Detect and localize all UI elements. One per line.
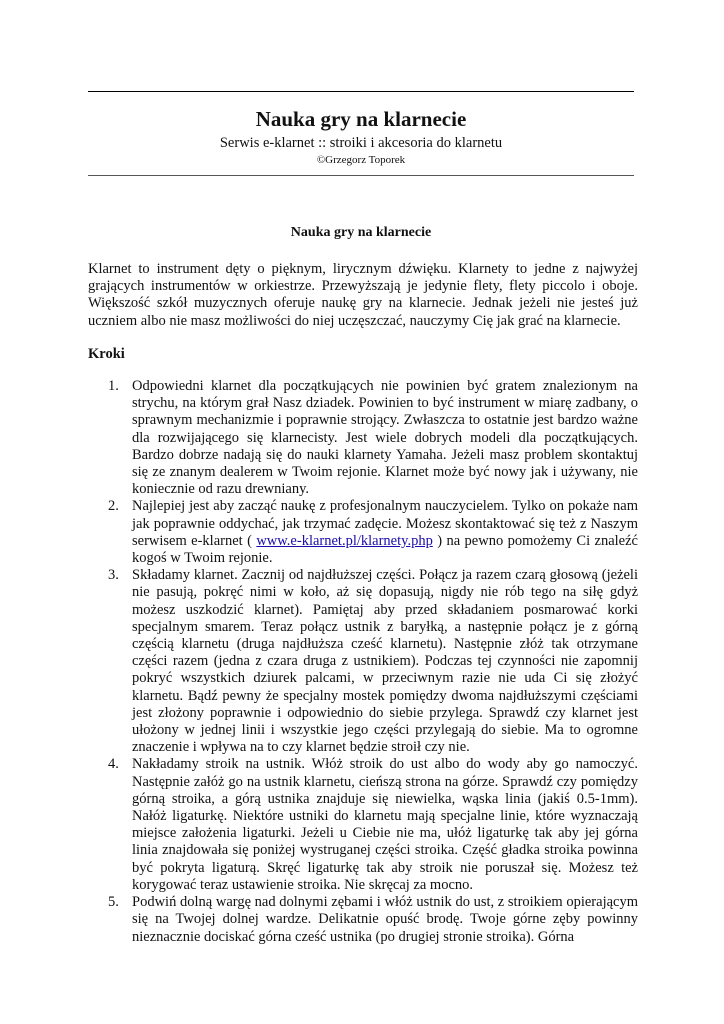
step-text: Podwiń dolną wargę nad dolnymi zębami i włóż ustnik do ust, z stroikiem opierającym się na Twojej dolnej wardze. Delikatnie opuść brodę. Twoje górne zęby powinny nieznacznie dociskać górna cześć ustnika (po drugiej stronie stroika). Górna (132, 894, 638, 945)
step-number: 4. (108, 756, 119, 773)
step-item (108, 756, 638, 894)
intro-paragraph: Klarnet to instrument dęty o pięknym, lirycznym dźwięku. Klarnety to jedne z najwyżej grających instrumentów w orkiestrze. Przewyższają je jedynie flety, flety piccolo i oboje. Większość szkół muzycznych oferuje naukę gry na klarnecie. Jednak jeżeli nie jesteś już uczniem albo nie masz możliwości do niej uczęszczać, nauczymy Cię jak grać na klarnecie. (88, 261, 638, 329)
steps-heading: Kroki (88, 346, 125, 362)
klarnety-link[interactable]: www.e-klarnet.pl/klarnety.php (256, 532, 433, 549)
step-item (108, 894, 638, 946)
step-number: 1. (108, 378, 119, 394)
header-top-rule (88, 91, 634, 92)
step-text: Najlepiej jest aby zacząć naukę z profesjonalnym nauczycielem. Tylko on pokaże nam jak poprawnie oddychać, jak trzymać zadęcie. Możesz skontaktować się też z Naszym serwisem e-klarnet ( (132, 498, 638, 549)
steps-list (108, 378, 638, 946)
header-bottom-rule (88, 175, 634, 176)
step-item (108, 378, 638, 498)
step-item (108, 498, 638, 567)
step-text: Składamy klarnet. Zacznij od najdłuższej części. Połącz ja razem czarą głosową (jeżeli nie pasują, pokręć nimi w koło, aż się dopasują, nigdy nie rób tego na siłę gdyż możesz uszkodzić klarnet). Pamiętaj aby przed składaniem posmarować korki specjalnym smarem. Teraz połącz ustnik z baryłką, a następnie połącz je z górną częścią klarnetu (druga najdłuższa cześć klarnetu). Następnie złóż tak otrzymane części razem (jedna z czara druga z ustnikiem). Podczas tej czynności nie zapomnij pokryć wszystkich dziurek palcami, w przeciwnym razie nie uda Ci się złożyć klarnetu. Bądź pewny że specjalny mostek pomiędzy dwoma najdłuższymi częściami jest złożony poprawnie i odpowiednio do siebie przylega. Sprawdź czy klarnet jest ułożony w jednej linii i wszystkie jego części przylegają do siebie. Ma to ogromne znaczenie i wpływa na to czy klarnet będzie stroił czy nie. (132, 567, 638, 756)
step-number: 2. (108, 498, 119, 515)
step-text: ) na pewno pomożemy Ci znaleźć kogoś w Twoim rejonie. (132, 532, 638, 567)
step-number: 5. (108, 894, 119, 911)
article-heading: Nauka gry na klarnecie (290, 225, 432, 240)
document-author: ©Grzegorz Toporek (316, 154, 406, 166)
step-text: Odpowiedni klarnet dla początkujących nie powinien być gratem znalezionym na strychu, na którym grał Nasz dziadek. Powinien to być instrument w miarę zadbany, o sprawnym mechanizmie i poprawnie strojący. Zwłaszcza to ostatnie jest bardzo ważne dla rozwijającego się klarnecisty. Jest wiele dobrych modeli dla początkujących. Bardzo dobrze nadają się do nauki klarnety Yamaha. Jeżeli masz problem skontaktuj się ze znanym dealerem w Twoim rejonie. Klarnet może być nowy jak i używany, nie koniecznie od razu drewniany. (132, 378, 638, 498)
document-title: Nauka gry na klarnecie (255, 107, 467, 131)
document-subtitle: Serwis e-klarnet :: stroiki i akcesoria do klarnetu (219, 135, 503, 151)
step-item (108, 567, 638, 756)
step-text: Nakładamy stroik na ustnik. Włóż stroik do ust albo do wody aby go namoczyć. Następnie załóż go na ustnik klarnetu, cieńszą strona na górze. Sprawdź czy pomiędzy górną stroika, a górą ustnika znajduje się niewielka, wąska linia (jakiś 0.5-1mm). Nałóż ligaturkę. Niektóre ustniki do klarnetu mają specjalne linie, które wyznaczają miejsce założenia ligaturki. Jeżeli u Ciebie nie ma, ułóż ligaturkę tak aby jej górna linia znajdowała się poniżej wystruganej części stroika. Część gładka stroika powinna być pokryta ligaturą. Skręć ligaturkę tak aby stroik nie poruszał się. Możesz też korygować teraz ustawienie stroika. Nie skręcaj za mocno. (132, 756, 638, 893)
step-number: 3. (108, 567, 119, 584)
